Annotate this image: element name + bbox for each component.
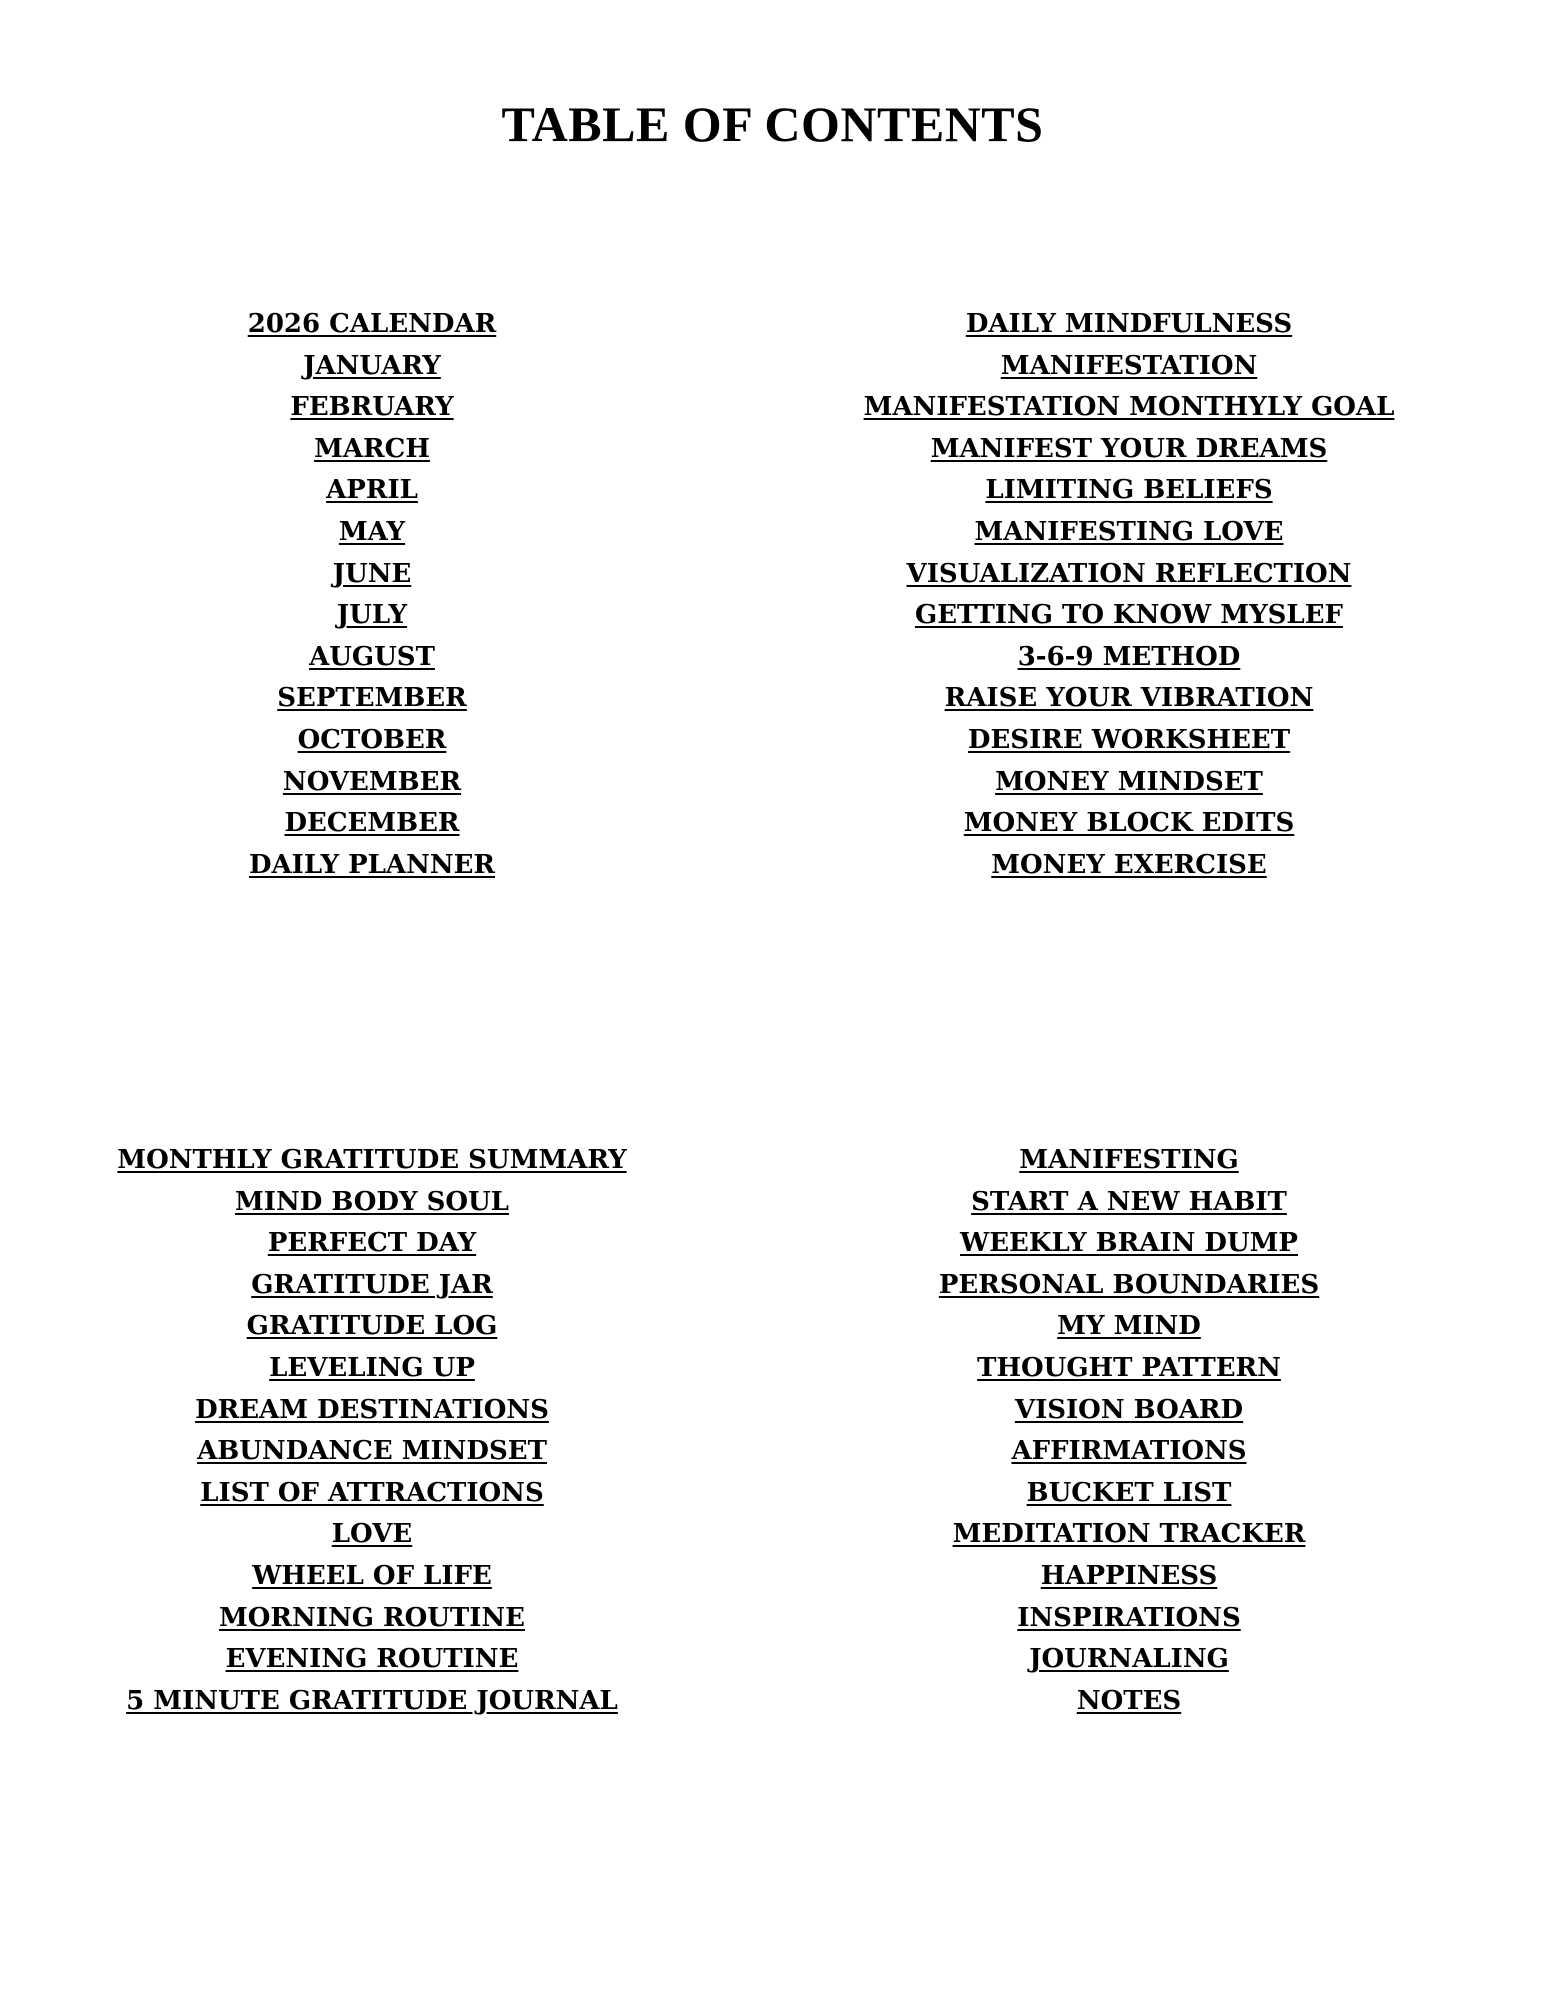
toc-link[interactable]: JANUARY (303, 350, 441, 381)
toc-link[interactable]: NOVEMBER (282, 766, 462, 797)
toc-entry (779, 1514, 1479, 1556)
toc-entry (22, 512, 722, 554)
toc-entry (779, 595, 1479, 637)
toc-link[interactable]: AUGUST (309, 641, 435, 672)
toc-entry (779, 304, 1479, 346)
toc-entry (779, 1182, 1479, 1224)
toc-entry (22, 637, 722, 679)
toc-column-top-right (779, 304, 1479, 886)
toc-link[interactable]: FEBRUARY (290, 392, 454, 423)
toc-link[interactable]: MONEY EXERCISE (991, 849, 1267, 880)
toc-link[interactable]: DREAM DESTINATIONS (195, 1394, 549, 1425)
toc-entry (22, 762, 722, 804)
toc-link[interactable]: BUCKET LIST (1026, 1477, 1232, 1508)
toc-link[interactable]: DESIRE WORKSHEET (967, 724, 1291, 755)
toc-entry (22, 1223, 722, 1265)
toc-entry (779, 1639, 1479, 1681)
toc-entry (22, 1182, 722, 1224)
toc-entry (779, 1681, 1479, 1723)
toc-link[interactable]: DAILY PLANNER (248, 849, 496, 880)
toc-link[interactable]: RAISE YOUR VIBRATION (944, 683, 1314, 714)
toc-link[interactable]: MONTHLY GRATITUDE SUMMARY (117, 1145, 627, 1175)
toc-entry (779, 762, 1479, 804)
toc-link[interactable]: MANIFEST YOUR DREAMS (930, 433, 1328, 464)
toc-link[interactable]: START A NEW HABIT (971, 1186, 1287, 1217)
toc-entry (779, 1223, 1479, 1265)
toc-link[interactable]: WHEEL OF LIFE (252, 1560, 492, 1591)
toc-entry (22, 346, 722, 388)
toc-link[interactable]: MANIFESTATION (1000, 350, 1258, 381)
toc-link[interactable]: APRIL (326, 475, 418, 506)
toc-entry (22, 720, 722, 762)
toc-link[interactable]: 2026 CALENDAR (247, 309, 497, 339)
toc-link[interactable]: MONEY BLOCK EDITS (963, 808, 1295, 839)
toc-link[interactable]: INSPIRATIONS (1017, 1602, 1241, 1633)
toc-entry (22, 1348, 722, 1390)
page-title: TABLE OF CONTENTS (501, 95, 1044, 152)
toc-column-bottom-left (22, 1140, 722, 1722)
toc-link[interactable]: AFFIRMATIONS (1011, 1436, 1247, 1467)
toc-entry (779, 1556, 1479, 1598)
toc-entry (22, 1265, 722, 1307)
toc-entry (779, 1598, 1479, 1640)
toc-entry (22, 304, 722, 346)
toc-link[interactable]: DAILY MINDFULNESS (965, 309, 1293, 339)
toc-link[interactable]: JUNE (332, 558, 412, 589)
toc-link[interactable]: GETTING TO KNOW MYSLEF (915, 600, 1343, 631)
toc-entry (779, 554, 1479, 596)
toc-link[interactable]: MANIFESTING (1019, 1145, 1239, 1175)
toc-entry (22, 678, 722, 720)
toc-link[interactable]: 3-6-9 METHOD (1017, 641, 1241, 672)
toc-link[interactable]: EVENING ROUTINE (225, 1644, 519, 1675)
toc-link[interactable]: NOTES (1076, 1685, 1182, 1716)
toc-column-bottom-right (779, 1140, 1479, 1722)
toc-link[interactable]: VISION BOARD (1014, 1394, 1244, 1425)
toc-link[interactable]: MORNING ROUTINE (218, 1602, 525, 1633)
toc-entry (22, 1431, 722, 1473)
toc-link[interactable]: MAY (338, 516, 406, 547)
toc-entry (22, 1140, 722, 1182)
toc-link[interactable]: MIND BODY SOUL (235, 1186, 509, 1217)
toc-entry (22, 1473, 722, 1515)
toc-link[interactable]: 5 MINUTE GRATITUDE JOURNAL (126, 1685, 618, 1716)
toc-entry (779, 1431, 1479, 1473)
toc-entry (779, 845, 1479, 887)
toc-entry (22, 1306, 722, 1348)
toc-entry (22, 1514, 722, 1556)
toc-link[interactable]: THOUGHT PATTERN (977, 1352, 1281, 1383)
toc-entry (779, 1473, 1479, 1515)
toc-link[interactable]: LEVELING UP (269, 1352, 475, 1383)
toc-entry (779, 346, 1479, 388)
toc-entry (22, 845, 722, 887)
toc-link[interactable]: JOURNALING (1029, 1644, 1229, 1675)
toc-entry (22, 429, 722, 471)
toc-link[interactable]: MY MIND (1057, 1311, 1201, 1342)
toc-column-top-left (22, 304, 722, 886)
toc-entry (22, 470, 722, 512)
toc-entry (779, 1348, 1479, 1390)
toc-link[interactable]: PERFECT DAY (267, 1228, 477, 1259)
toc-entry (22, 803, 722, 845)
toc-entry (22, 595, 722, 637)
toc-link[interactable]: VISUALIZATION REFLECTION (906, 558, 1352, 589)
toc-entry (779, 637, 1479, 679)
toc-entry (22, 1639, 722, 1681)
toc-link[interactable]: LOVE (331, 1519, 413, 1550)
toc-link[interactable]: SEPTEMBER (277, 683, 467, 714)
toc-link[interactable]: MANIFESTING LOVE (974, 516, 1284, 547)
toc-link[interactable]: MEDITATION TRACKER (952, 1519, 1306, 1550)
toc-entry (22, 1598, 722, 1640)
toc-link[interactable]: WEEKLY BRAIN DUMP (960, 1228, 1298, 1259)
toc-entry (779, 387, 1479, 429)
toc-entry (22, 1681, 722, 1723)
toc-link[interactable]: GRATITUDE LOG (246, 1311, 498, 1342)
toc-entry (22, 387, 722, 429)
toc-link[interactable]: OCTOBER (297, 724, 447, 755)
toc-link[interactable]: DECEMBER (284, 808, 460, 839)
toc-entry (779, 803, 1479, 845)
toc-link[interactable]: MONEY MINDSET (995, 766, 1263, 797)
toc-entry (779, 720, 1479, 762)
toc-link[interactable]: MANIFESTATION MONTHYLY GOAL (863, 392, 1395, 423)
toc-entry (779, 429, 1479, 471)
toc-entry (22, 1556, 722, 1598)
toc-entry (779, 1390, 1479, 1432)
toc-link[interactable]: GRATITUDE JAR (251, 1269, 493, 1300)
toc-entry (779, 470, 1479, 512)
toc-link[interactable]: HAPPINESS (1040, 1560, 1218, 1591)
toc-entry (22, 554, 722, 596)
toc-entry (22, 1390, 722, 1432)
toc-entry (779, 512, 1479, 554)
toc-entry (779, 1265, 1479, 1307)
toc-link[interactable]: LIST OF ATTRACTIONS (200, 1477, 544, 1508)
toc-link[interactable]: PERSONAL BOUNDARIES (938, 1269, 1320, 1300)
toc-entry (779, 1140, 1479, 1182)
toc-link[interactable]: ABUNDANCE MINDSET (197, 1436, 547, 1467)
toc-entry (779, 678, 1479, 720)
toc-link[interactable]: JULY (336, 600, 408, 631)
toc-link[interactable]: LIMITING BELIEFS (985, 475, 1273, 506)
toc-entry (779, 1306, 1479, 1348)
toc-link[interactable]: MARCH (314, 433, 430, 464)
